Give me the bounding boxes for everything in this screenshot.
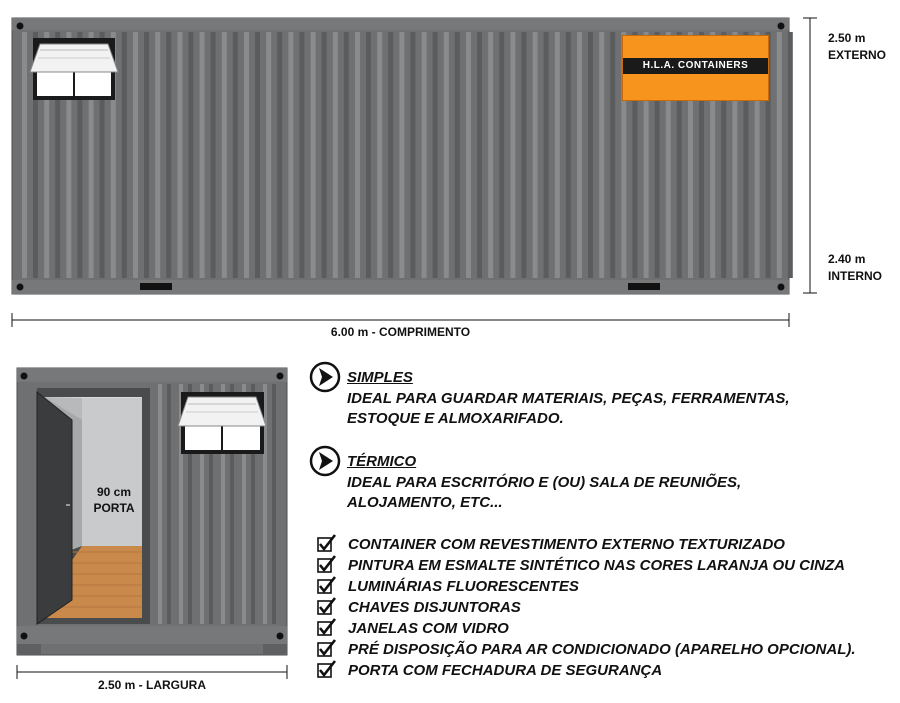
external-height-value: 2.50 m [828, 31, 866, 45]
front-window [178, 392, 266, 454]
external-height-label: EXTERNO [828, 48, 887, 62]
feature-item: PINTURA EM ESMALTE SINTÉTICO NAS CORES LARANJA OU CINZA [348, 556, 845, 574]
door-size: 90 cm [96, 485, 132, 499]
section-desc-line: ALOJAMENTO, ETC... [347, 494, 503, 511]
feature-item: LUMINÁRIAS FLUORESCENTES [348, 577, 579, 595]
height-dimension-line [803, 18, 817, 293]
internal-height-label: INTERNO [828, 269, 882, 283]
door-label: PORTA [93, 501, 135, 515]
section-desc-line: IDEAL PARA GUARDAR MATERIAIS, PEÇAS, FERRAMENTAS, [347, 390, 790, 407]
internal-height-value: 2.40 m [828, 252, 866, 266]
section-desc-simples [347, 389, 790, 429]
section-desc-line: ESTOQUE E ALMOXARIFADO. [347, 410, 564, 427]
feature-item: PORTA COM FECHADURA DE SEGURANÇA [348, 661, 663, 679]
company-logo [622, 35, 769, 101]
section-title-termico: TÉRMICO [347, 453, 417, 470]
length-label: 6.00 m - COMPRIMENTO [330, 325, 471, 339]
feature-item: CHAVES DISJUNTORAS [348, 598, 521, 616]
feature-item: CONTAINER COM REVESTIMENTO EXTERNO TEXTURIZADO [348, 535, 785, 553]
arrow-bullet-icon [311, 447, 339, 475]
feature-item: PRÉ DISPOSIÇÃO PARA AR CONDICIONADO (APARELHO OPCIONAL). [348, 640, 856, 658]
logo-text: H.L.A. CONTAINERS [642, 60, 749, 71]
feature-item: JANELAS COM VIDRO [348, 619, 509, 637]
section-desc-line: IDEAL PARA ESCRITÓRIO E (OU) SALA DE REUNIÕES, [347, 474, 742, 491]
section-desc-termico [347, 473, 741, 513]
section-title-simples: SIMPLES [347, 369, 413, 386]
width-label: 2.50 m - LARGURA [97, 678, 207, 692]
arrow-bullet-icon [311, 363, 339, 391]
side-window [30, 38, 118, 100]
